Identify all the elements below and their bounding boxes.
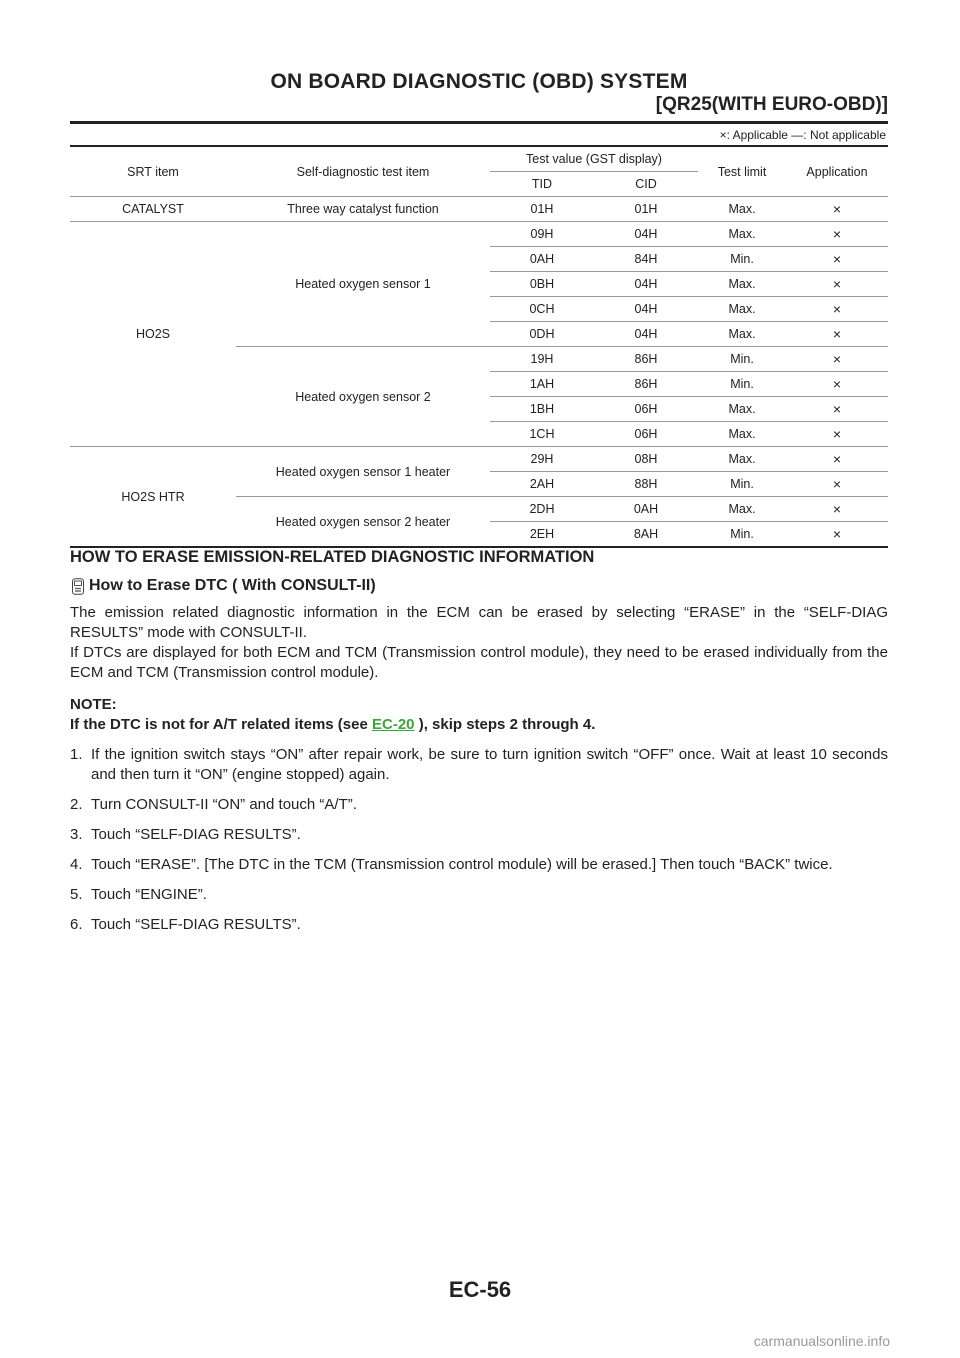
step-text: Touch “SELF-DIAG RESULTS”. [91, 916, 301, 933]
cell-test-limit: Min. [698, 472, 786, 497]
list-item [70, 745, 888, 785]
page-title: ON BOARD DIAGNOSTIC (OBD) SYSTEM [270, 70, 688, 93]
cell-test-limit: Max. [698, 447, 786, 472]
cell-tid: 0BH [490, 272, 594, 297]
cell-cid: 84H [594, 247, 698, 272]
cell-srt-item: CATALYST [70, 197, 236, 222]
table-row [70, 222, 888, 247]
list-item [70, 855, 888, 875]
cell-application: × [786, 397, 888, 422]
step-text: Touch “ERASE”. [The DTC in the TCM (Transmission control module) will be erased.] Then touch “BACK” twice. [91, 856, 833, 873]
cell-cid: 86H [594, 347, 698, 372]
table-legend: ×: Applicable —: Not applicable [719, 128, 886, 142]
header-test-limit: Test limit [698, 146, 786, 197]
cell-test-limit: Max. [698, 197, 786, 222]
cell-cid: 88H [594, 472, 698, 497]
cell-test-limit: Max. [698, 422, 786, 447]
step-text: Touch “SELF-DIAG RESULTS”. [91, 826, 301, 843]
cell-application: × [786, 347, 888, 372]
cell-tid: 2AH [490, 472, 594, 497]
cell-srt-item: HO2S [70, 222, 236, 447]
cell-tid: 01H [490, 197, 594, 222]
cell-tid: 2EH [490, 522, 594, 548]
header-cid: CID [594, 172, 698, 197]
cell-application: × [786, 272, 888, 297]
cell-tid: 0DH [490, 322, 594, 347]
paragraph-ecm-tcm: If DTCs are displayed for both ECM and TCM (Transmission control module), they need to be erased individually from the ECM and TCM (Transmission control module). [70, 644, 888, 681]
list-item [70, 915, 888, 935]
list-item [70, 795, 888, 815]
header-application: Application [786, 146, 888, 197]
cell-srt-item: HO2S HTR [70, 447, 236, 548]
step-number: 1. [70, 746, 83, 763]
step-text: Turn CONSULT-II “ON” and touch “A/T”. [91, 796, 357, 813]
note-text-after: ), skip steps 2 through 4. [414, 716, 596, 733]
cell-cid: 04H [594, 222, 698, 247]
header-test-value: Test value (GST display) [490, 146, 698, 172]
cell-cid: 06H [594, 397, 698, 422]
cell-application: × [786, 247, 888, 272]
cell-application: × [786, 222, 888, 247]
page-subtitle: [QR25(WITH EURO-OBD)] [655, 94, 888, 115]
note-text-before: If the DTC is not for A/T related items (see [70, 716, 372, 733]
erase-section [70, 548, 888, 945]
cell-test-limit: Min. [698, 247, 786, 272]
header-self-diagnostic-item: Self-diagnostic test item [236, 146, 490, 197]
step-number: 3. [70, 826, 83, 843]
list-item [70, 825, 888, 845]
step-number: 2. [70, 796, 83, 813]
cell-application: × [786, 447, 888, 472]
srt-table-body [70, 197, 888, 548]
cell-application: × [786, 372, 888, 397]
cell-application: × [786, 322, 888, 347]
cell-tid: 0CH [490, 297, 594, 322]
cell-test-limit: Max. [698, 222, 786, 247]
cell-tid: 2DH [490, 497, 594, 522]
step-number: 6. [70, 916, 83, 933]
cell-cid: 08H [594, 447, 698, 472]
cell-test-limit: Max. [698, 497, 786, 522]
cell-application: × [786, 422, 888, 447]
header-tid: TID [490, 172, 594, 197]
cell-application: × [786, 297, 888, 322]
reference-link-ec-20[interactable]: EC-20 [372, 716, 415, 733]
cell-test-limit: Max. [698, 397, 786, 422]
erase-steps-list [70, 745, 888, 935]
cell-tid: 09H [490, 222, 594, 247]
cell-application: × [786, 472, 888, 497]
cell-self-diagnostic-item: Heated oxygen sensor 2 heater [236, 497, 490, 548]
cell-test-limit: Max. [698, 297, 786, 322]
section-subtitle-text: How to Erase DTC ( With CONSULT-II) [89, 577, 376, 594]
table-row [70, 447, 888, 472]
cell-cid: 86H [594, 372, 698, 397]
header-srt-item: SRT item [70, 146, 236, 197]
cell-cid: 04H [594, 322, 698, 347]
cell-self-diagnostic-item: Heated oxygen sensor 1 [236, 222, 490, 347]
list-item [70, 885, 888, 905]
cell-cid: 04H [594, 297, 698, 322]
site-watermark: carmanualsonline.info [753, 1333, 890, 1349]
cell-cid: 01H [594, 197, 698, 222]
cell-cid: 8AH [594, 522, 698, 548]
cell-cid: 0AH [594, 497, 698, 522]
section-title: HOW TO ERASE EMISSION-RELATED DIAGNOSTIC INFORMATION [70, 548, 595, 566]
step-number: 5. [70, 886, 83, 903]
cell-self-diagnostic-item: Heated oxygen sensor 1 heater [236, 447, 490, 497]
cell-tid: 0AH [490, 247, 594, 272]
cell-self-diagnostic-item: Three way catalyst function [236, 197, 490, 222]
note-text [70, 715, 888, 735]
table-row [70, 197, 888, 222]
section-subtitle [70, 577, 888, 595]
note-label: NOTE: [70, 696, 117, 713]
cell-application: × [786, 497, 888, 522]
cell-tid: 19H [490, 347, 594, 372]
header-rule [70, 121, 888, 124]
cell-test-limit: Max. [698, 322, 786, 347]
step-text: Touch “ENGINE”. [91, 886, 207, 903]
cell-test-limit: Max. [698, 272, 786, 297]
cell-test-limit: Min. [698, 372, 786, 397]
cell-test-limit: Min. [698, 347, 786, 372]
cell-cid: 04H [594, 272, 698, 297]
page-number: EC-56 [448, 1277, 512, 1302]
consult-tool-icon [70, 578, 86, 595]
cell-tid: 1CH [490, 422, 594, 447]
cell-cid: 06H [594, 422, 698, 447]
cell-application: × [786, 522, 888, 548]
cell-tid: 29H [490, 447, 594, 472]
step-number: 4. [70, 856, 83, 873]
cell-test-limit: Min. [698, 522, 786, 548]
srt-table [70, 145, 888, 548]
cell-tid: 1BH [490, 397, 594, 422]
cell-tid: 1AH [490, 372, 594, 397]
step-text: If the ignition switch stays “ON” after repair work, be sure to turn ignition switch “OFF” once. Wait at least 10 seconds and then turn it “ON” (engine stopped) again. [91, 746, 888, 783]
paragraph-erase-info: The emission related diagnostic information in the ECM can be erased by selecting “ERASE” in the “SELF-DIAG RESULTS” mode with CONSULT-II. [70, 604, 888, 641]
cell-application: × [786, 197, 888, 222]
cell-self-diagnostic-item: Heated oxygen sensor 2 [236, 347, 490, 447]
